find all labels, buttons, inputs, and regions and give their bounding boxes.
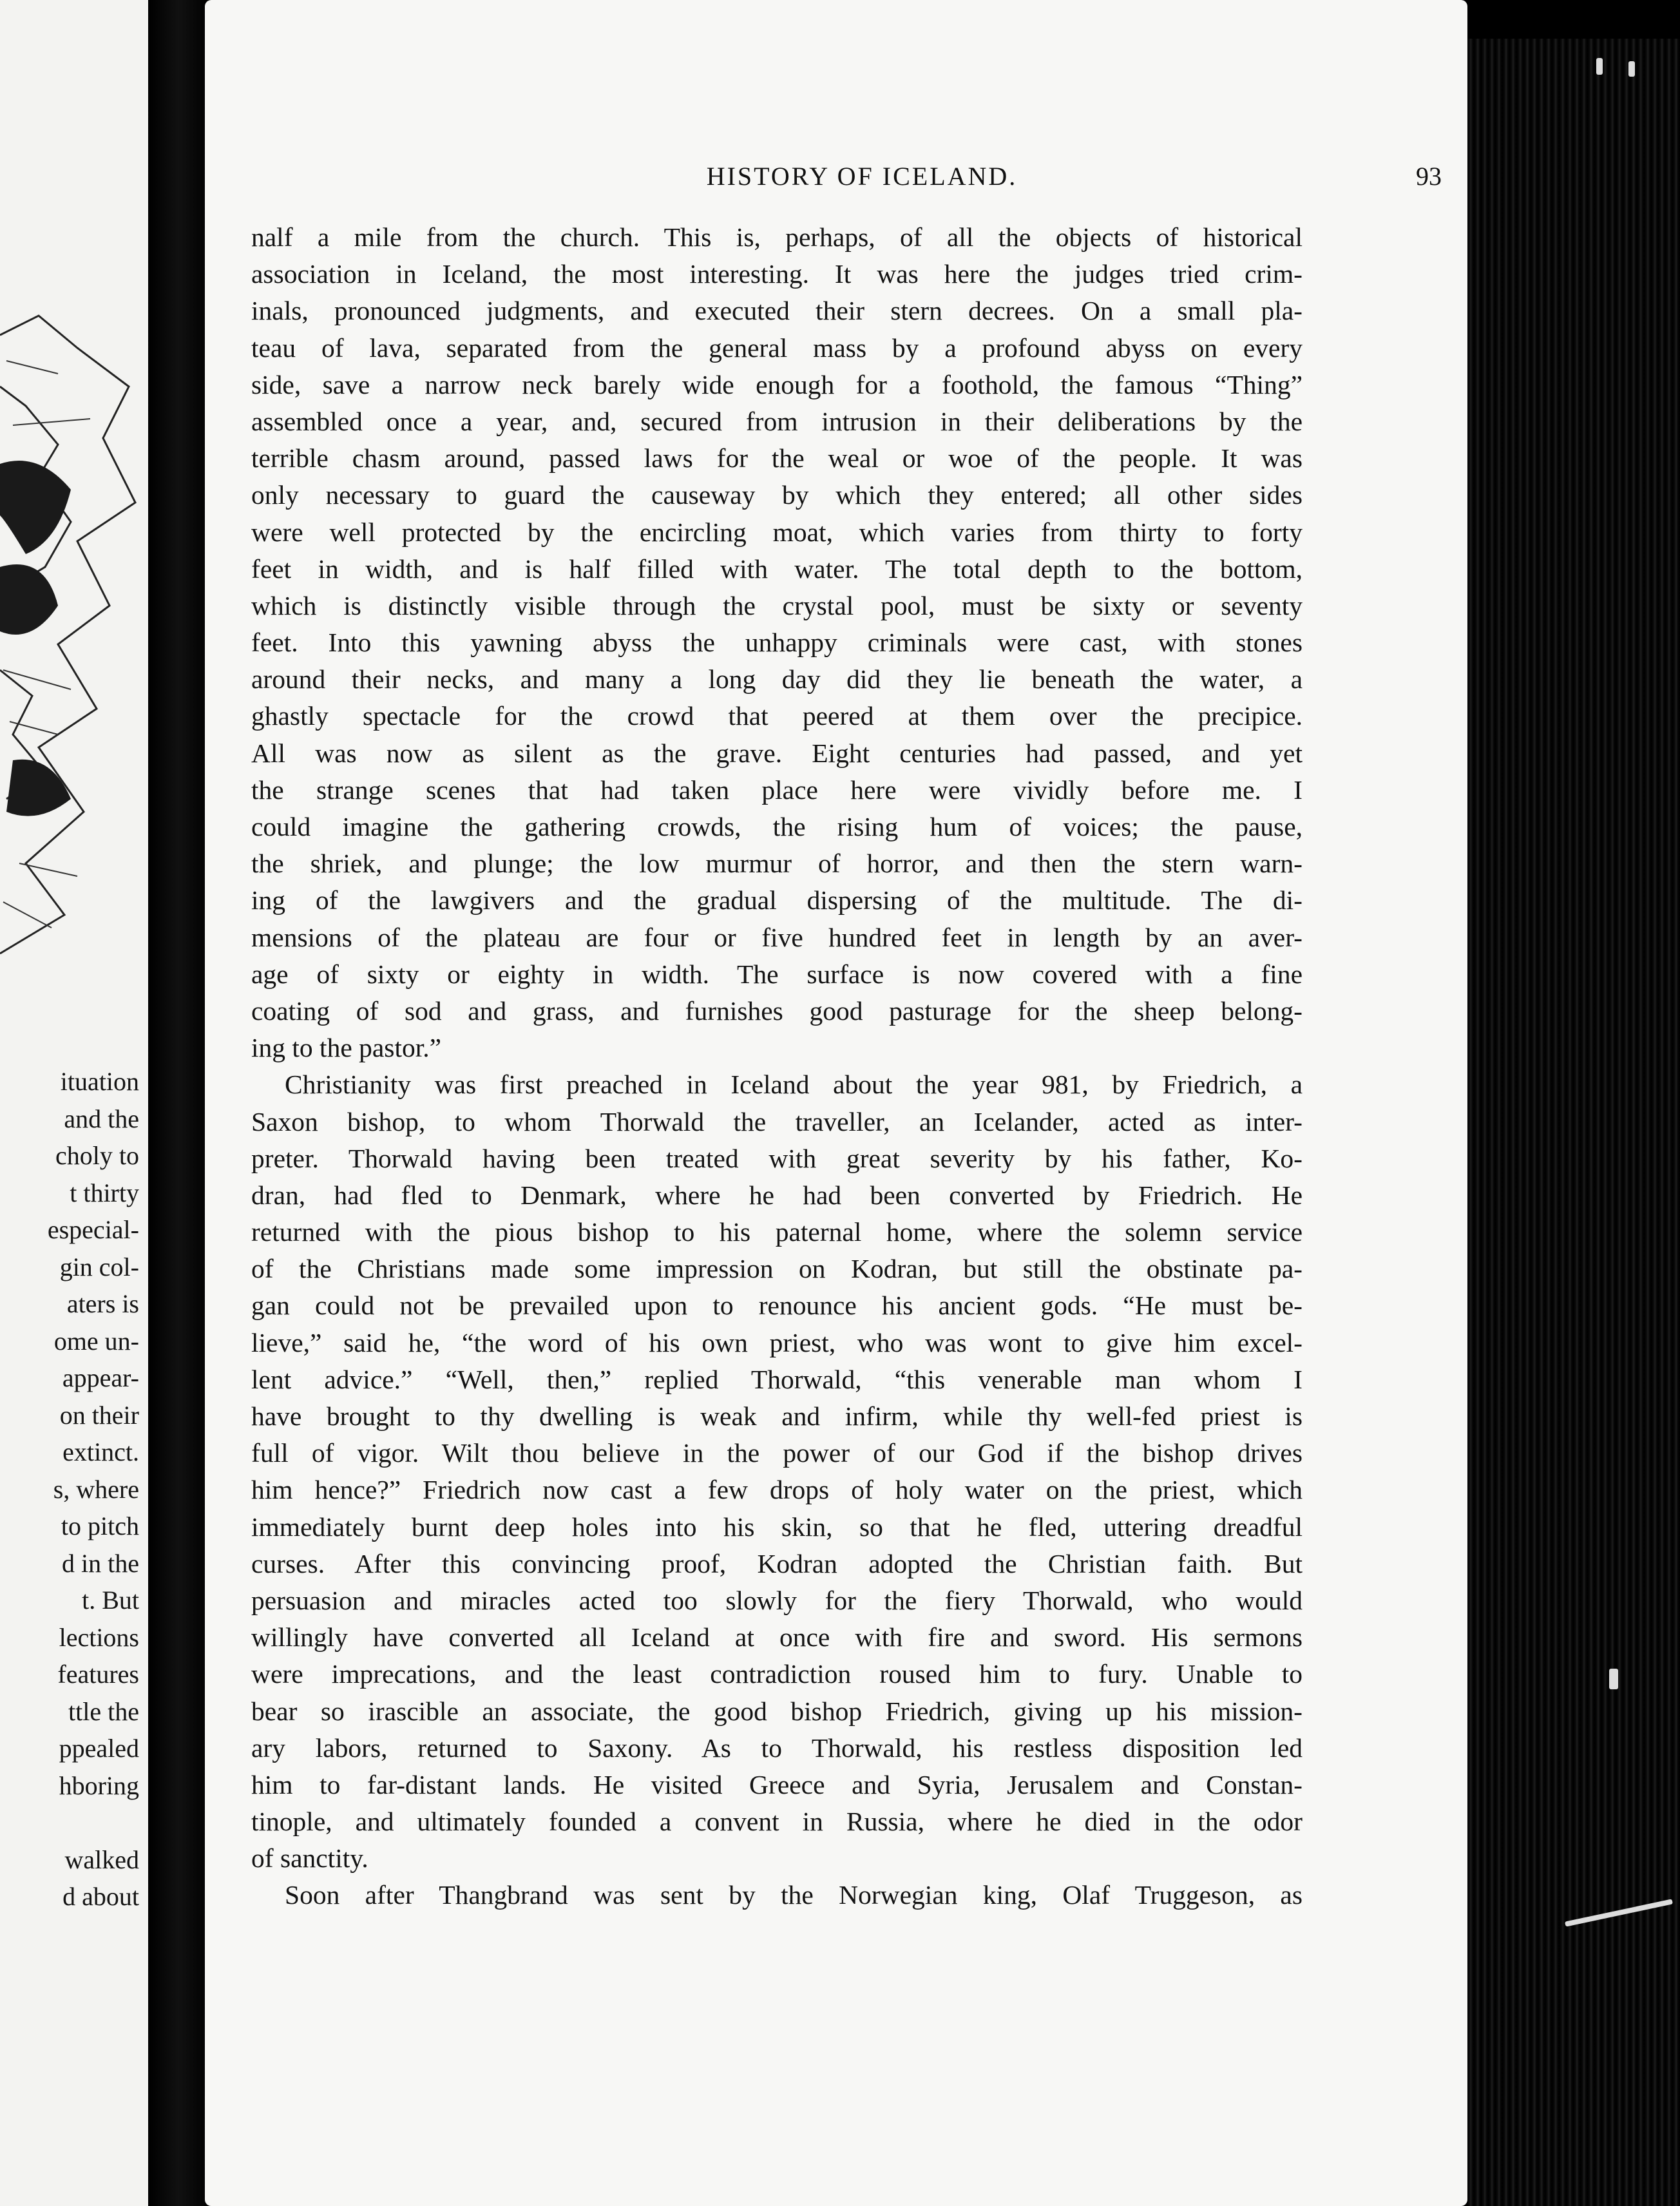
text-line: bear so irascible an associate, the good bishop Friedrich, giving up his mission- (251, 1696, 1303, 1726)
left-page-line: ttle the (68, 1696, 139, 1726)
text-line: terrible chasm around, passed laws for the weal or woe of the people. It was (251, 443, 1303, 474)
text-line: ary labors, returned to Saxony. As to Thorwald, his restless disposition led (251, 1732, 1303, 1763)
text-line: him to far-distant lands. He visited Greece and Syria, Jerusalem and Constan- (251, 1769, 1303, 1799)
book-gutter (148, 0, 209, 2206)
text-line: were imprecations, and the least contradiction roused him to fury. Unable to (251, 1659, 1303, 1689)
text-line: curses. After this convincing proof, Kodran adopted the Christian faith. But (251, 1548, 1303, 1578)
text-line: mensions of the plateau are four or five hundred feet in length by an aver- (251, 922, 1303, 952)
text-line: immediately burnt deep holes into his skin, so that he fled, uttering dreadful (251, 1511, 1303, 1542)
left-page-line: t thirty (70, 1178, 139, 1207)
edge-speck (1596, 58, 1603, 75)
left-page-line: features (57, 1660, 139, 1689)
text-line: around their necks, and many a long day did they lie beneath the water, a (251, 664, 1303, 695)
right-page (205, 0, 1467, 2206)
edge-speck (1628, 61, 1635, 77)
left-facing-page (0, 0, 148, 2206)
text-line: nalf a mile from the church. This is, perhaps, of all the objects of historical (251, 222, 1303, 252)
left-page-line: d in the (62, 1548, 139, 1578)
left-page-line: appear- (62, 1363, 139, 1392)
left-page-line: ome un- (53, 1326, 139, 1356)
text-line: preter. Thorwald having been treated with great severity by his father, Ko- (251, 1143, 1303, 1173)
text-line: feet in width, and is half filled with water. The total depth to the bottom, (251, 553, 1303, 584)
left-page-line: extinct. (62, 1437, 139, 1466)
text-line: willingly have converted all Iceland at once with fire and sword. His sermons (251, 1622, 1303, 1653)
text-line: Soon after Thangbrand was sent by the Norwegian king, Olaf Truggeson, as (285, 1880, 1303, 1910)
page-number: 93 (1416, 162, 1442, 191)
edge-speck (1609, 1669, 1618, 1689)
left-page-line: t. But (82, 1586, 139, 1615)
left-page-line: s, where (53, 1474, 139, 1504)
text-line: All was now as silent as the grave. Eight centuries had passed, and yet (251, 738, 1303, 768)
text-line: could imagine the gathering crowds, the rising hum of voices; the pause, (251, 812, 1303, 841)
text-line: dran, had fled to Denmark, where he had been converted by Friedrich. He (251, 1180, 1303, 1210)
text-line: lieve,” said he, “the word of his own priest, who was wont to give him excel- (251, 1327, 1303, 1357)
text-line: him hence?” Friedrich now cast a few drops of holy water on the priest, which (251, 1475, 1303, 1505)
left-page-line: on their (59, 1400, 139, 1430)
edge-speck (1565, 1899, 1673, 1926)
text-line: gan could not be prevailed upon to renounce his ancient gods. “He must be- (251, 1290, 1303, 1321)
text-line: association in Iceland, the most interesting. It was here the judges tried crim- (251, 259, 1303, 289)
text-line: full of vigor. Wilt thou believe in the power of our God if the bishop drives (251, 1438, 1303, 1468)
text-line: persuasion and miracles acted too slowly for the fiery Thorwald, who would (251, 1585, 1303, 1615)
left-page-line: and the (64, 1104, 139, 1133)
left-page-line: d about (62, 1882, 139, 1911)
text-line: age of sixty or eighty in width. The surface is now covered with a fine (251, 959, 1303, 989)
left-page-line: especial- (47, 1215, 139, 1244)
left-page-line: gin col- (59, 1252, 139, 1281)
left-page-line: aters is (66, 1289, 139, 1318)
left-page-blank-line (1, 1804, 139, 1841)
left-page-line: to pitch (61, 1511, 139, 1540)
left-page-text (1, 1063, 139, 1915)
text-line: feet. Into this yawning abyss the unhappy criminals were cast, with stones (251, 628, 1303, 658)
left-page-illustration (0, 309, 142, 966)
text-line: ing of the lawgivers and the gradual dispersing of the multitude. The di- (251, 885, 1303, 916)
text-line: ing to the pastor.” (251, 1033, 442, 1063)
text-line: Saxon bishop, to whom Thorwald the traveller, an Icelander, acted as inter- (251, 1106, 1303, 1137)
text-line: the shriek, and plunge; the low murmur of horror, and then the stern warn- (251, 849, 1303, 879)
body-text (251, 219, 1303, 1914)
text-line: lent advice.” “Well, then,” replied Thorwald, “this venerable man whom I (251, 1364, 1303, 1394)
text-line: side, save a narrow neck barely wide enough for a foothold, the famous “Thing” (251, 369, 1303, 399)
text-line: of the Christians made some impression on Kodran, but still the obstinate pa- (251, 1254, 1303, 1284)
text-line: only necessary to guard the causeway by which they entered; all other sides (251, 480, 1303, 510)
book-page-edges (1467, 39, 1680, 2206)
text-line: assembled once a year, and, secured from intrusion in their deliberations by the (251, 406, 1303, 436)
text-line: which is distinctly visible through the crystal pool, must be sixty or seventy (251, 590, 1303, 620)
text-line: inals, pronounced judgments, and executed their stern decrees. On a small pla- (251, 296, 1303, 326)
text-line: ghastly spectacle for the crowd that peered at them over the precipice. (251, 701, 1303, 731)
left-page-line: walked (64, 1845, 139, 1874)
left-page-line: lections (59, 1622, 139, 1652)
running-head-title: HISTORY OF ICELAND. (706, 162, 1018, 191)
text-line: returned with the pious bishop to his paternal home, where the solemn service (251, 1217, 1303, 1247)
text-line: Christianity was first preached in Iceland about the year 981, by Friedrich, a (285, 1069, 1303, 1100)
text-line: have brought to thy dwelling is weak and infirm, while thy well-fed priest is (251, 1401, 1303, 1431)
text-line: teau of lava, separated from the general mass by a profound abyss on every (251, 332, 1303, 363)
text-line: of sanctity. (251, 1843, 368, 1874)
running-head (205, 161, 1467, 200)
text-line: tinople, and ultimately founded a convent in Russia, where he died in the odor (251, 1807, 1303, 1837)
left-page-line: hboring (59, 1770, 139, 1800)
text-line: were well protected by the encircling moat, which varies from thirty to forty (251, 517, 1303, 547)
left-page-line: ppealed (59, 1734, 139, 1763)
left-page-line: ituation (60, 1067, 139, 1096)
text-line: coating of sod and grass, and furnishes good pasturage for the sheep belong- (251, 995, 1303, 1026)
text-line: the strange scenes that had taken place here were vividly before me. I (251, 774, 1303, 805)
left-page-line: choly to (55, 1141, 139, 1170)
